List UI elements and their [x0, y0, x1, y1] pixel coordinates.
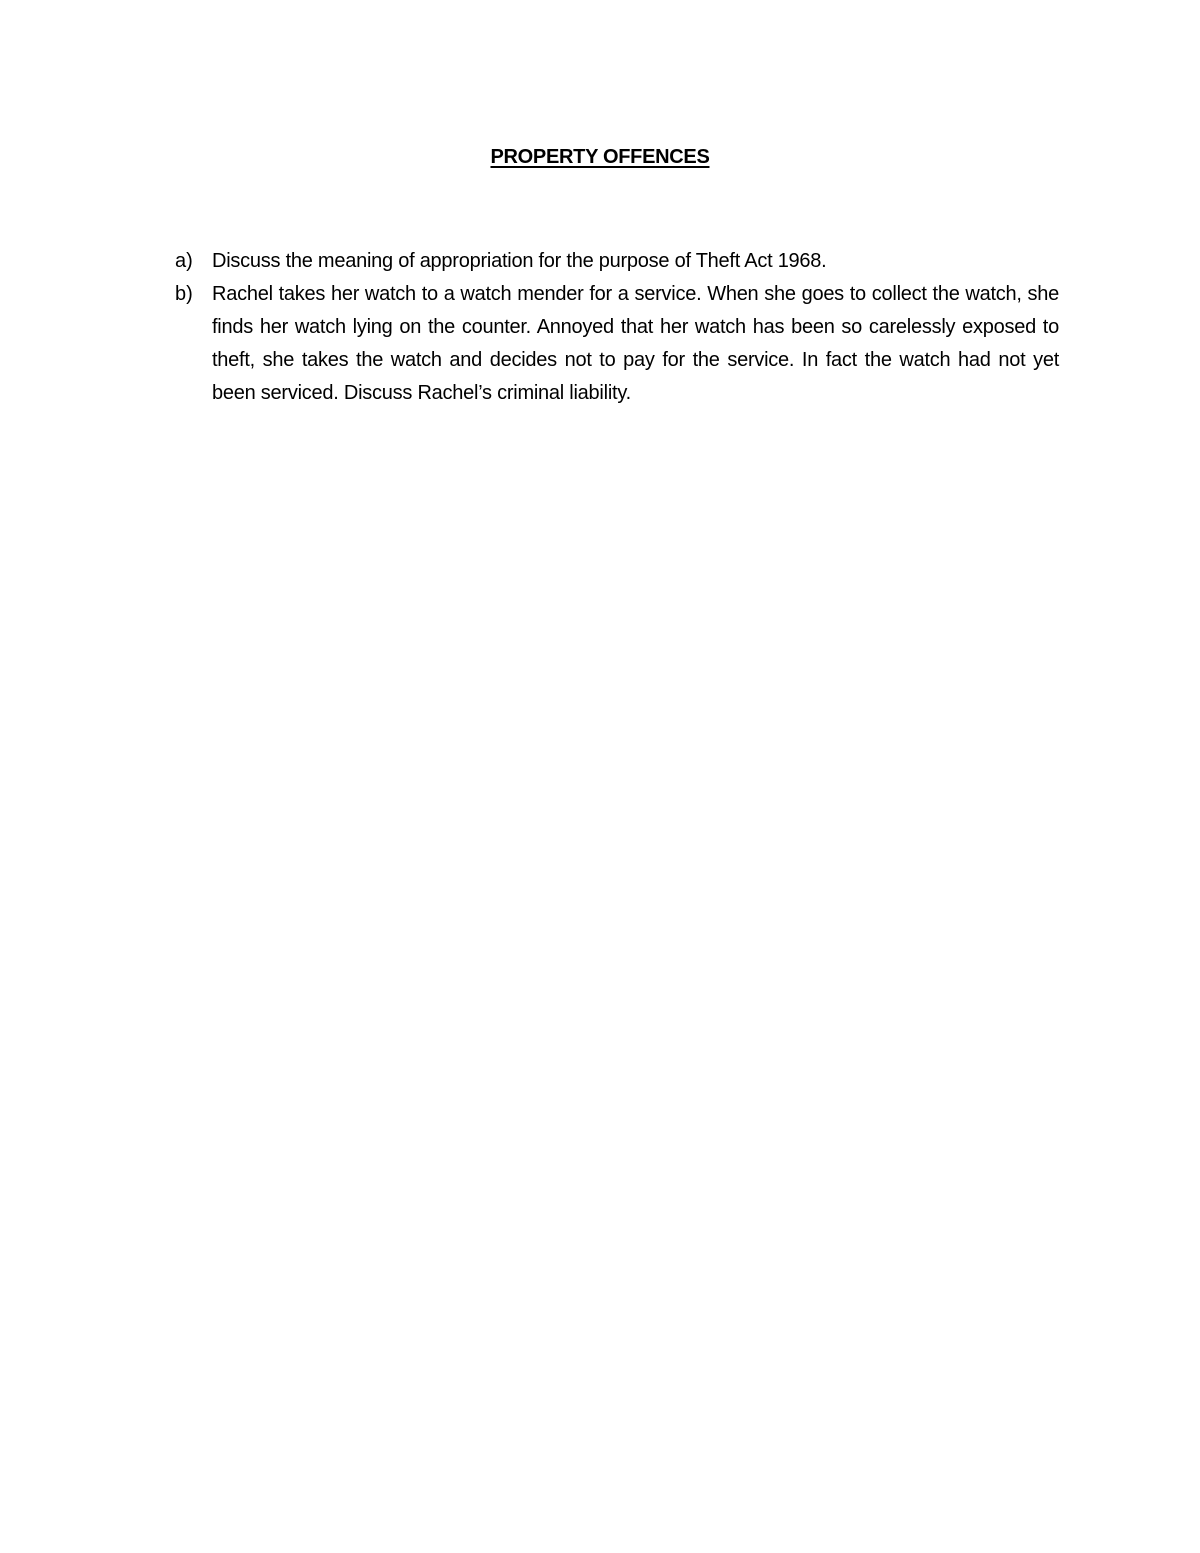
question-marker-b: b): [175, 283, 193, 305]
question-item-b: [175, 278, 1059, 410]
document-title: PROPERTY OFFENCES: [490, 146, 710, 168]
question-item-a: [175, 245, 1059, 278]
question-text-a: Discuss the meaning of appropriation for the purpose of Theft Act 1968.: [212, 250, 827, 272]
question-marker-a: a): [175, 250, 193, 272]
question-text-b: Rachel takes her watch to a watch mender for a service. When she goes to collect the watch, she finds her watch lying on the counter. Annoyed that her watch has been so carelessly exposed to theft, she takes the watch and decides not to pay for the service. In fact the watch had not yet been serviced. Discuss Rachel’s criminal liability.: [212, 283, 1059, 404]
question-list: [175, 245, 1059, 410]
